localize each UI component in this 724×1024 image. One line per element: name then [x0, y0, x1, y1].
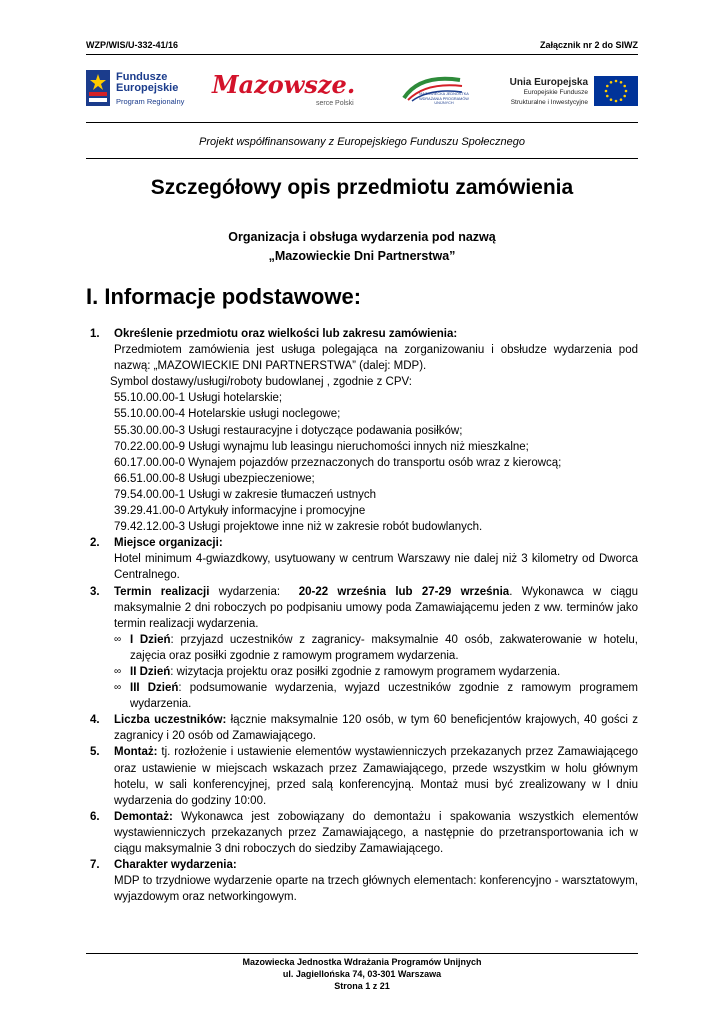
day-text: : wizytacja projektu oraz posiłki zgodnie z ramowym programem wydarzenia.	[170, 665, 561, 678]
document-subtitle	[86, 228, 638, 266]
cofinancing-rule	[86, 158, 638, 159]
bullet-icon: ∞	[114, 665, 122, 677]
item-number: 6.	[90, 810, 100, 823]
section-heading: I. Informacje podstawowe:	[86, 284, 362, 309]
day-label: II Dzień	[130, 665, 171, 678]
fe-line1: Fundusze	[116, 71, 168, 83]
subtitle-line1: Organizacja i obsługa wydarzenia pod nazwą	[228, 230, 496, 244]
cpv-intro: Symbol dostawy/usługi/roboty budowlanej , zgodnie z CPV:	[110, 376, 412, 389]
item-text: Wykonawca jest zobowiązany do demontażu i spakowania wszystkich elementów wystawienniczych przekazanych przez Zamawiającego, a następnie do przetransportowania ich w ciągu maksymalnie 3 dni roboczych do siedziby Zamawiającego.	[114, 810, 638, 855]
cpv-code: 55.10.00.00-1 Usługi hotelarskie;	[114, 392, 283, 405]
item-text-rest: . Wykonawca w ciągu maksymalnie 2 dni roboczych po podpisaniu umowy poda Zamawiającemu jeden z ww. terminów jako termin realizacji wydarzenia.	[114, 585, 639, 630]
item-number: 3.	[90, 585, 100, 598]
item-number: 1.	[90, 328, 100, 340]
mazowsze-logo	[212, 66, 362, 114]
day-text: : przyjazd uczestników z zagranicy- maksymalnie 40 osób, zakwaterowanie w hotelu, zajęcia oraz posiłki zgodnie z ramowym programem wydarzenia.	[130, 633, 638, 662]
reference-number: WZP/WIS/U-332-41/16	[86, 40, 179, 50]
item-heading-suffix: wydarzenia:	[209, 585, 299, 598]
logo-bar	[86, 66, 638, 116]
list-item-3	[90, 584, 638, 713]
logo-rule	[86, 122, 638, 123]
list-item-5	[90, 744, 638, 808]
cpv-code: 79.54.00.00-1 Usługi w zakresie tłumaczeń ustnych	[114, 488, 377, 501]
unia-europejska-logo	[506, 66, 638, 114]
footer-org: Mazowiecka Jednostka Wdrażania Programów Unijnych	[242, 957, 482, 967]
cpv-code: 55.10.00.00-4 Hotelarskie usługi noclegowe;	[114, 408, 341, 421]
list-item-6	[90, 809, 638, 857]
cofinancing-note: Projekt współfinansowany z Europejskiego Funduszu Społecznego	[199, 136, 525, 148]
list-item-7	[90, 857, 638, 905]
cpv-code: 70.22.00.00-9 Usługi wynajmu lub leasingu nieruchomości innych niż mieszkalne;	[114, 440, 529, 453]
mjwpu-text: MAZOWIECKA JEDNOSTKA WDRAŻANIA PROGRAMÓW UNIJNYCH	[419, 92, 469, 105]
item-number: 4.	[90, 714, 100, 727]
list-item-2	[90, 535, 638, 583]
day-item-3	[114, 680, 638, 712]
page-header	[86, 40, 638, 50]
page-number: Strona 1 z 21	[334, 981, 390, 991]
item-number: 7.	[90, 859, 100, 872]
footer-rule	[86, 953, 638, 954]
page-footer	[86, 956, 638, 992]
item-text: MDP to trzydniowe wydarzenie oparte na trzech głównych elementach: konferencyjno - warsztatowym, wyjazdowym oraz networkingowym.	[114, 875, 638, 904]
fe-line3: Program Regionalny	[116, 97, 185, 106]
fe-line2: Europejskie	[116, 82, 179, 94]
cpv-code: 39.29.41.00-0 Artykuły informacyjne i promocyjne	[114, 505, 366, 518]
item-heading: Liczba uczestników:	[114, 714, 227, 727]
day-label: III Dzień	[130, 682, 179, 695]
mjwpu-logo	[398, 66, 478, 114]
cpv-code: 55.30.00.00-3 Usługi restauracyjne i dotyczące podawania posiłków;	[114, 424, 463, 437]
eu-flag-icon	[594, 76, 638, 106]
subtitle-line2: „Mazowieckie Dni Partnerstwa”	[268, 249, 456, 263]
cpv-list	[114, 390, 638, 535]
eu-line3: Strukturalne i Inwestycyjne	[510, 99, 588, 106]
item-number: 2.	[90, 537, 100, 550]
header-rule	[86, 54, 638, 55]
bullet-icon: ∞	[114, 633, 122, 645]
day-item-1	[114, 632, 638, 664]
day-text: : podsumowanie wydarzenia, wyjazd uczestników zgodnie z ramowym programem wydarzenia.	[130, 682, 639, 711]
item-text: łącznie maksymalnie 120 osób, w tym 60 beneficjentów krajowych, 40 gości z zagranicy i 20 osób od Zamawiającego.	[114, 714, 638, 743]
eu-line1: Unia Europejska	[509, 77, 588, 88]
eu-line2: Europejskie Fundusze	[523, 89, 588, 96]
footer-address: ul. Jagiellońska 74, 03-301 Warszawa	[282, 969, 442, 979]
fe-star-icon	[86, 70, 110, 106]
event-dates: 20-22 września lub 27-29 września	[298, 585, 510, 598]
item-number: 5.	[90, 746, 100, 759]
list-item-1	[90, 326, 638, 535]
cpv-code: 79.42.12.00-3 Usługi projektowe inne niż w zakresie robót budowlanych.	[114, 521, 483, 534]
document-body	[90, 326, 638, 905]
mazowsze-wordmark: Mazowsze.	[212, 70, 356, 99]
item-text: Hotel minimum 4-gwiazdkowy, usytuowany w centrum Warszawy nie dalej niż 3 kilometry od Dworca Centralnego.	[114, 553, 638, 582]
cpv-code: 66.51.00.00-8 Usługi ubezpieczeniowe;	[114, 472, 315, 485]
day-label: I Dzień	[130, 633, 171, 646]
bullet-icon: ∞	[114, 682, 122, 694]
item-heading: Charakter wydarzenia:	[114, 859, 237, 872]
item-heading: Demontaż:	[114, 810, 173, 823]
fundusze-europejskie-logo	[86, 66, 206, 114]
cpv-code: 60.17.00.00-0 Wynajem pojazdów przeznaczonych do transportu osób wraz z kierowcą;	[114, 456, 562, 469]
mazowsze-tagline: serce Polski	[316, 100, 354, 107]
list-item-4	[90, 712, 638, 744]
item-heading: Miejsce organizacji:	[114, 537, 223, 550]
item-heading: Określenie przedmiotu oraz wielkości lub zakresu zamówienia:	[114, 328, 458, 340]
item-text	[114, 584, 638, 632]
item-heading: Termin realizacji	[114, 585, 210, 598]
item-heading: Montaż:	[114, 746, 158, 759]
document-title: Szczegółowy opis przedmiotu zamówienia	[150, 176, 574, 199]
item-text: Przedmiotem zamówienia jest usługa polegająca na zorganizowaniu i obsłudze wydarzenia pod nazwą: „MAZOWIECKIE DNI PARTNERSTWA” (dalej: MDP).	[114, 344, 638, 373]
day-item-2	[114, 664, 638, 680]
item-text: tj. rozłożenie i ustawienie elementów wystawienniczych przekazanych przez Zamawiającego oraz ustawienie w miejscach wskazach przez Zamawiającego, przede wszystkim w holu głównym hotelu, w sali konferencyjnej, przed salą konferencyjną. Montaż musi być zrealizowany w I dniu wydarzenia do godziny 10:00.	[114, 746, 638, 807]
attachment-label: Załącznik nr 2 do SIWZ	[539, 40, 638, 50]
